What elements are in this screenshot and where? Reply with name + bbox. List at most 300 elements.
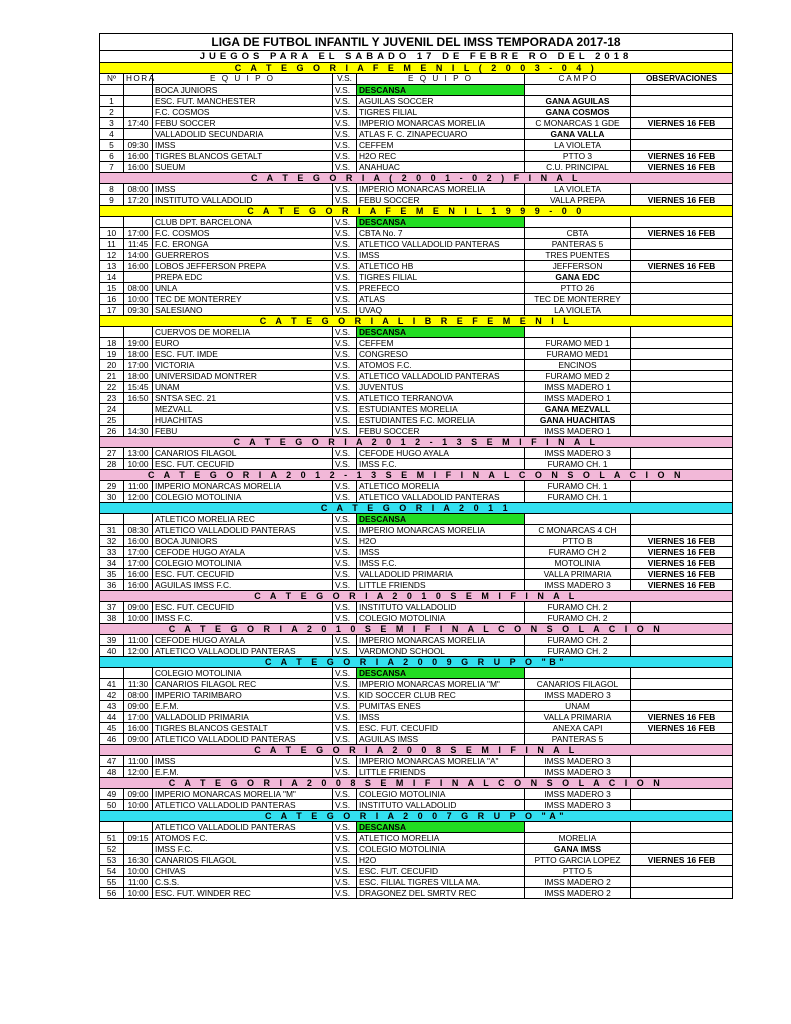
field: IMSS MADERO 2 [525,877,631,888]
field: VALLA PRIMARIA [525,569,631,580]
category-title: C A T E G O R I A 2 0 1 1 [100,503,733,514]
field: GANA COSMOS [525,107,631,118]
title-row [100,34,733,51]
field: GANA HUACHITAS [525,415,631,426]
home-team: ESC. FUT. CECUFID [153,602,333,613]
game-time: 09:30 [124,305,153,316]
game-time: 16:00 [124,569,153,580]
versus: V.S. [333,844,357,855]
field: CBTA [525,228,631,239]
category-row [100,624,733,635]
versus: V.S. [333,536,357,547]
game-time: 12:00 [124,767,153,778]
observations [631,866,733,877]
observations [631,140,733,151]
category-row [100,778,733,789]
away-team: ESTUDIANTES F.C. MORELIA [357,415,525,426]
game-number [100,85,124,96]
game-number: 39 [100,635,124,646]
game-time: 16:00 [124,162,153,173]
field [525,514,631,525]
observations [631,338,733,349]
game-number: 48 [100,767,124,778]
observations [631,844,733,855]
game-time: 10:00 [124,294,153,305]
observations: VIERNES 16 FEB [631,855,733,866]
game-row [100,569,733,580]
away-team: IMPERIO MONARCAS MORELIA [357,118,525,129]
home-team: CHIVAS [153,866,333,877]
field: C.U. PRINCIPAL [525,162,631,173]
game-time: 08:00 [124,690,153,701]
versus: V.S. [333,822,357,833]
away-team: DESCANSA [357,514,525,525]
away-team: CEFFEM [357,338,525,349]
game-time: 08:00 [124,184,153,195]
game-row [100,514,733,525]
category-row [100,591,733,602]
game-number: 20 [100,360,124,371]
subtitle-row [100,51,733,63]
game-row [100,877,733,888]
observations [631,305,733,316]
game-time [124,404,153,415]
game-row [100,712,733,723]
observations: VIERNES 16 FEB [631,162,733,173]
game-number: 28 [100,459,124,470]
game-row [100,723,733,734]
versus: V.S. [333,426,357,437]
field: IMSS MADERO 1 [525,426,631,437]
observations [631,85,733,96]
field: IMSS MADERO 3 [525,580,631,591]
game-time: 11:45 [124,239,153,250]
versus: V.S. [333,448,357,459]
home-team: ATLETICO VALLADOLID PANTERAS [153,734,333,745]
game-number: 26 [100,426,124,437]
game-row [100,327,733,338]
game-row [100,404,733,415]
away-team: DESCANSA [357,85,525,96]
versus: V.S. [333,569,357,580]
game-number: 43 [100,701,124,712]
column-header-game-number: Nº [100,74,124,85]
game-number: 33 [100,547,124,558]
home-team: HUACHITAS [153,415,333,426]
game-number: 29 [100,481,124,492]
home-team: CUERVOS DE MORELIA [153,327,333,338]
game-time [124,272,153,283]
observations [631,877,733,888]
game-number [100,668,124,679]
game-row [100,767,733,778]
away-team: H2O [357,855,525,866]
game-number: 37 [100,602,124,613]
game-number: 53 [100,855,124,866]
game-number [100,327,124,338]
observations [631,96,733,107]
game-row [100,283,733,294]
game-number: 46 [100,734,124,745]
versus: V.S. [333,602,357,613]
away-team: ATLETICO VALLADOLID PANTERAS [357,239,525,250]
game-row [100,140,733,151]
observations [631,679,733,690]
away-team: VARDMOND SCHOOL [357,646,525,657]
game-time: 11:00 [124,481,153,492]
game-number: 27 [100,448,124,459]
game-number: 3 [100,118,124,129]
category-row [100,316,733,327]
category-row [100,470,733,481]
observations [631,690,733,701]
field: GANA IMSS [525,844,631,855]
game-time: 18:00 [124,371,153,382]
observations [631,327,733,338]
game-time: 14:00 [124,250,153,261]
home-team: ATLETICO VALLADOLID PANTERAS [153,822,333,833]
home-team: IMSS [153,756,333,767]
game-row [100,272,733,283]
away-team: DESCANSA [357,217,525,228]
observations: VIERNES 16 FEB [631,558,733,569]
game-row [100,580,733,591]
game-number: 15 [100,283,124,294]
category-title: C A T E G O R I A ( 2 0 0 1 - 0 2 ) F I N A L [100,173,733,184]
away-team: ESTUDIANTES MORELIA [357,404,525,415]
away-team: COLEGIO MOTOLINIA [357,613,525,624]
versus: V.S. [333,481,357,492]
field: IMSS MADERO 3 [525,767,631,778]
field: IMSS MADERO 3 [525,756,631,767]
home-team: TIGRES BLANCOS GESTALT [153,723,333,734]
observations [631,107,733,118]
game-number: 13 [100,261,124,272]
game-number: 31 [100,525,124,536]
versus: V.S. [333,514,357,525]
game-row [100,734,733,745]
field: PTTO 5 [525,866,631,877]
away-team: H2O [357,536,525,547]
game-row [100,184,733,195]
home-team: COLEGIO MOTOLINIA [153,558,333,569]
game-time: 11:00 [124,877,153,888]
away-team: ATOMOS F.C. [357,360,525,371]
versus: V.S. [333,250,357,261]
game-row [100,756,733,767]
header-row [100,74,733,85]
field [525,217,631,228]
game-row [100,844,733,855]
versus: V.S. [333,294,357,305]
field: IMSS MADERO 3 [525,448,631,459]
versus: V.S. [333,327,357,338]
game-row [100,360,733,371]
games-date-heading: JUEGOS PARA EL SABADO 17 DE FEBRE RO DEL 2018 [100,51,733,63]
home-team: CANARIOS FILAGOL [153,448,333,459]
away-team: AGUILAS IMSS [357,734,525,745]
category-title: C A T E G O R I A 2 0 0 9 G R U P O "B" [100,657,733,668]
home-team: ATLETICO VALLADOLID PANTERAS [153,525,333,536]
game-time: 09:00 [124,602,153,613]
away-team: ANAHUAC [357,162,525,173]
field: PTTO 3 [525,151,631,162]
game-row [100,349,733,360]
game-time: 16:00 [124,151,153,162]
game-time: 16:00 [124,536,153,547]
field: FURAMO CH. 1 [525,481,631,492]
versus: V.S. [333,349,357,360]
category-row [100,206,733,217]
field: PANTERAS 5 [525,239,631,250]
game-row [100,833,733,844]
away-team: IMSS F.C. [357,558,525,569]
game-row [100,822,733,833]
away-team: ATLETICO VALLADOLID PANTERAS [357,371,525,382]
game-time: 09:00 [124,789,153,800]
home-team: UNLA [153,283,333,294]
game-row [100,195,733,206]
field: FURAMO MED1 [525,349,631,360]
observations [631,800,733,811]
observations [631,888,733,899]
away-team: IMPERIO MONARCAS MORELIA "A" [357,756,525,767]
observations: VIERNES 16 FEB [631,536,733,547]
observations [631,129,733,140]
away-team: INSTITUTO VALLADOLID [357,800,525,811]
versus: V.S. [333,195,357,206]
game-row [100,525,733,536]
away-team: ESC. FUT. CECUFID [357,866,525,877]
field: ENCINOS [525,360,631,371]
versus: V.S. [333,635,357,646]
game-row [100,690,733,701]
category-title: C A T E G O R I A 2 0 0 7 G R U P O "A" [100,811,733,822]
category-title: C A T E G O R I A 2 0 1 2 - 1 3 S E M I F I N A L [100,437,733,448]
observations [631,492,733,503]
game-row [100,393,733,404]
home-team: CEFODE HUGO AYALA [153,547,333,558]
game-number: 1 [100,96,124,107]
game-time [124,844,153,855]
field: UNAM [525,701,631,712]
away-team: LITTLE FRIENDS [357,767,525,778]
away-team: TIGRES FILIAL [357,107,525,118]
versus: V.S. [333,866,357,877]
home-team: ATOMOS F.C. [153,833,333,844]
away-team: TIGRES FILIAL [357,272,525,283]
game-number: 42 [100,690,124,701]
away-team: IMSS F.C. [357,459,525,470]
field [525,85,631,96]
away-team: CEFFEM [357,140,525,151]
versus: V.S. [333,338,357,349]
home-team: IMSS [153,140,333,151]
versus: V.S. [333,96,357,107]
observations [631,668,733,679]
game-time: 09:00 [124,734,153,745]
home-team: BOCA JUNIORS [153,536,333,547]
away-team: IMSS [357,712,525,723]
versus: V.S. [333,723,357,734]
field [525,822,631,833]
game-time [124,514,153,525]
game-time: 17:00 [124,228,153,239]
away-team: DRAGONEZ DEL SMRTV REC [357,888,525,899]
game-row [100,866,733,877]
home-team: BOCA JUNIORS [153,85,333,96]
observations [631,217,733,228]
game-row [100,129,733,140]
away-team: ATLETICO TERRANOVA [357,393,525,404]
versus: V.S. [333,382,357,393]
observations [631,184,733,195]
game-time: 12:00 [124,492,153,503]
game-number: 36 [100,580,124,591]
versus: V.S. [333,85,357,96]
observations [631,448,733,459]
game-time [124,217,153,228]
field: C MONARCAS 1 GDE [525,118,631,129]
versus: V.S. [333,756,357,767]
home-team: UNAM [153,382,333,393]
away-team: IMSS [357,547,525,558]
field: TRES PUENTES [525,250,631,261]
game-number: 7 [100,162,124,173]
game-number: 18 [100,338,124,349]
game-time: 11:30 [124,679,153,690]
category-title: C A T E G O R I A F E M E N I L ( 2 0 0 3 - 0 4 ) [100,63,733,74]
game-row [100,426,733,437]
home-team: SUEUM [153,162,333,173]
game-number: 38 [100,613,124,624]
home-team: F.C. ERONGA [153,239,333,250]
versus: V.S. [333,679,357,690]
category-row [100,437,733,448]
home-team: FEBU [153,426,333,437]
home-team: IMSS F.C. [153,613,333,624]
away-team: CBTA No. 7 [357,228,525,239]
observations: VIERNES 16 FEB [631,723,733,734]
home-team: MEZVALL [153,404,333,415]
game-time [124,107,153,118]
game-time: 17:40 [124,118,153,129]
versus: V.S. [333,129,357,140]
field: ANEXA CAPI [525,723,631,734]
observations [631,646,733,657]
game-number: 40 [100,646,124,657]
observations [631,525,733,536]
game-row [100,701,733,712]
game-number: 10 [100,228,124,239]
game-time: 18:00 [124,349,153,360]
away-team: PREFECO [357,283,525,294]
category-row [100,657,733,668]
home-team: E.F.M. [153,701,333,712]
versus: V.S. [333,272,357,283]
observations [631,371,733,382]
field: FURAMO CH. 2 [525,635,631,646]
away-team: KID SOCCER CLUB REC [357,690,525,701]
game-time: 11:00 [124,756,153,767]
game-row [100,261,733,272]
observations [631,272,733,283]
versus: V.S. [333,107,357,118]
category-title: C A T E G O R I A 2 0 0 8 S E M I F I N A L [100,745,733,756]
field: PTTO GARCIA LOPEZ [525,855,631,866]
away-team: ATLETICO MORELIA [357,833,525,844]
game-row [100,481,733,492]
column-header-versus: V.S. [333,74,357,85]
field: FURAMO CH. 2 [525,602,631,613]
field: LA VIOLETA [525,140,631,151]
game-time: 14:30 [124,426,153,437]
game-row [100,448,733,459]
category-title: C A T E G O R I A F E M E N I L 1 9 9 9 - 0 0 [100,206,733,217]
game-number: 8 [100,184,124,195]
observations: VIERNES 16 FEB [631,580,733,591]
field: TEC DE MONTERREY [525,294,631,305]
game-time [124,415,153,426]
versus: V.S. [333,371,357,382]
game-time [124,129,153,140]
game-number: 32 [100,536,124,547]
away-team: IMPERIO MONARCAS MORELIA [357,635,525,646]
home-team: CEFODE HUGO AYALA [153,635,333,646]
game-time [124,85,153,96]
game-number: 19 [100,349,124,360]
category-title: C A T E G O R I A L I B R E F E M E N I L [100,316,733,327]
home-team: EURO [153,338,333,349]
game-time [124,822,153,833]
column-header-home-team: E Q U I P O [153,74,333,85]
versus: V.S. [333,712,357,723]
versus: V.S. [333,118,357,129]
game-time: 16:00 [124,723,153,734]
column-header-observations: OBSERVACIONES [631,74,733,85]
game-number: 34 [100,558,124,569]
home-team: COLEGIO MOTOLINIA [153,668,333,679]
observations [631,822,733,833]
away-team: ESC. FILIAL TIGRES VILLA MA. [357,877,525,888]
home-team: ATLETICO MORELIA REC [153,514,333,525]
game-row [100,613,733,624]
home-team: ATLETICO VALLAODLID PANTERAS [153,646,333,657]
game-number: 6 [100,151,124,162]
game-number: 50 [100,800,124,811]
game-time: 11:00 [124,635,153,646]
away-team: IMPERIO MONARCAS MORELIA "M" [357,679,525,690]
observations [631,239,733,250]
game-row [100,371,733,382]
game-time: 10:00 [124,888,153,899]
observations [631,514,733,525]
versus: V.S. [333,547,357,558]
game-row [100,855,733,866]
versus: V.S. [333,888,357,899]
home-team: AGUILAS IMSS F.C. [153,580,333,591]
observations [631,294,733,305]
game-row [100,668,733,679]
home-team: SALESIANO [153,305,333,316]
game-row [100,558,733,569]
observations [631,701,733,712]
game-time: 09:15 [124,833,153,844]
versus: V.S. [333,701,357,712]
game-time: 09:00 [124,701,153,712]
game-time: 10:00 [124,800,153,811]
field: CANARIOS FILAGOL [525,679,631,690]
